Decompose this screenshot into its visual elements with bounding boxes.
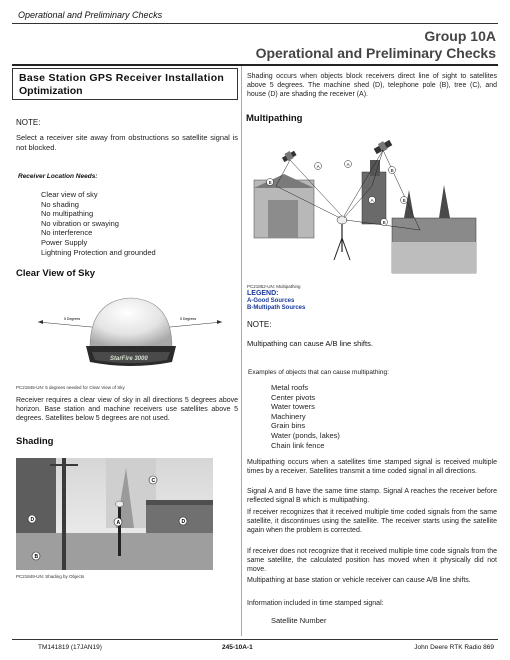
left-degree-label: 5 Degrees [64, 317, 81, 321]
clear-view-heading: Clear View of Sky [16, 268, 96, 279]
multipath-caption: PC21852-UN: Multipathing [247, 284, 301, 289]
pole-crossarm [50, 464, 78, 466]
running-header: Operational and Preliminary Checks [18, 10, 163, 20]
label-b: B [382, 220, 386, 225]
label-b: B [268, 180, 272, 185]
note-text: Select a receiver site away from obstructions so satellite signal is not blocked. [16, 133, 238, 152]
needs-item: Clear view of sky [41, 190, 98, 199]
receiver-dome-illustration [30, 290, 230, 376]
label-d1: D [30, 517, 35, 523]
footer-product: John Deere RTK Radio 869 [414, 644, 494, 651]
info-item: Satellite Number [271, 616, 327, 625]
multipathing-diagram [244, 130, 496, 280]
example-item: Grain bins [271, 421, 306, 431]
right-arrow-icon [217, 320, 222, 324]
section-title: Operational and Preliminary Checks [255, 45, 496, 61]
example-item: Water (ponds, lakes) [271, 430, 340, 440]
shed-door [268, 200, 298, 238]
multipath-paragraph: If receiver does not recognize that it received multiple time code signals from the same satellite, the calculated position has moved when it physically did not move. [247, 548, 497, 573]
left-arrow-icon [38, 320, 43, 324]
needs-heading: Receiver Location Needs: [18, 173, 98, 180]
antenna-mast [118, 506, 121, 556]
label-a: A [370, 198, 374, 203]
examples-intro: Examples of objects that can cause multipathing: [248, 369, 389, 376]
clear-view-caption: PC21845-UN: 5 degrees needed for Clear View of Sky [16, 385, 125, 390]
multipath-paragraph: Information included in time stamped signal: [247, 600, 384, 607]
multipath-paragraph: Multipathing at base station or vehicle receiver can cause A/B line shifts. [247, 577, 471, 584]
pond-water [392, 242, 476, 273]
needs-item: No vibration or swaying [41, 218, 119, 228]
tripod-leg [342, 238, 350, 260]
example-item: Machinery [271, 411, 306, 421]
footer-rule [12, 639, 498, 640]
legend-item: B-Multipath Sources [247, 305, 306, 311]
label-b: B [402, 198, 406, 203]
telephone-pole [62, 458, 66, 570]
bin-top [370, 160, 380, 176]
needs-item: Power Supply [41, 237, 88, 247]
tripod-leg [334, 238, 342, 260]
dome-cover [90, 298, 172, 348]
topic-title-box [12, 68, 238, 100]
receiver-on-mast [116, 501, 124, 507]
needs-item: No multipathing [41, 209, 94, 219]
footer-page-number: 245-10A-1 [222, 644, 253, 651]
group-title: Group 10A [424, 28, 496, 44]
topic-title-line2: Optimization [19, 85, 83, 97]
label-a: A [316, 164, 320, 169]
needs-item: No shading [41, 199, 79, 209]
right-degree-label: 5 Degrees [180, 317, 197, 321]
shading-photo [16, 458, 213, 570]
label-d2: D [181, 519, 186, 525]
column-divider [241, 66, 242, 636]
examples-list [271, 383, 340, 450]
label-b: B [390, 168, 394, 173]
multipath-paragraph: If receiver recognizes that it received multiple time coded signals from the same satellite, it discontinues using the satellite. The receiver starts using the satellite again when the problem is corrected. [247, 509, 497, 534]
label-c: C [151, 478, 156, 484]
shading-caption: PC21849-UN: Shading by Objects [16, 574, 85, 579]
multipath-note-label: NOTE: [247, 320, 272, 329]
legend [247, 298, 305, 312]
multipath-note-text: Multipathing can cause A/B line shifts. [247, 339, 373, 348]
needs-item: No interference [41, 228, 93, 238]
shading-heading: Shading [16, 436, 54, 447]
footer-doc-id: TM141819 (17JAN19) [38, 644, 102, 651]
pond-trees [404, 185, 450, 218]
ground [16, 533, 213, 570]
label-a: A [346, 162, 350, 167]
clear-view-text: Receiver requires a clear view of sky in all directions 5 degrees above horizon. Base station and machine receivers use satellites above 5 degrees. Satellites below 5 degrees are not used. [16, 397, 238, 422]
house [146, 503, 213, 533]
satellite-right [374, 140, 393, 154]
multipath-paragraph: Signal A and B have the same time stamp. Signal A reaches the receiver before reflected signal B which is multipathing. [247, 488, 497, 504]
example-item: Water towers [271, 402, 315, 412]
legend-item: A-Good Sources [247, 298, 295, 304]
example-item: Metal roofs [271, 383, 309, 392]
shading-text: Shading occurs when objects block receivers direct line of sight to satellites above 5 degrees. The machine shed (D), telephone pole (B), tree (C), and house (D) are shading the receiver (A). [247, 73, 497, 98]
label-a: A [116, 520, 121, 526]
multipathing-heading: Multipathing [246, 113, 303, 124]
satellite-left [282, 151, 297, 162]
house-roof [146, 500, 213, 505]
label-b: B [34, 554, 39, 560]
header-rule [12, 23, 498, 24]
needs-item: Lightning Protection and grounded [41, 247, 156, 257]
multipath-paragraph: Multipathing occurs when a satellites time stamped signal is received multiple times by a receiver. Satellites transmit a time coded signal in all directions. [247, 459, 497, 475]
brand-label: StarFire 3000 [110, 356, 148, 362]
note-label: NOTE: [16, 118, 41, 127]
example-item: Chain link fence [271, 440, 325, 450]
example-item: Center pivots [271, 392, 316, 402]
legend-title: LEGEND: [247, 290, 279, 297]
title-rule [12, 64, 498, 66]
topic-title-line1: Base Station GPS Receiver Installation [19, 72, 225, 84]
needs-list [41, 190, 156, 257]
